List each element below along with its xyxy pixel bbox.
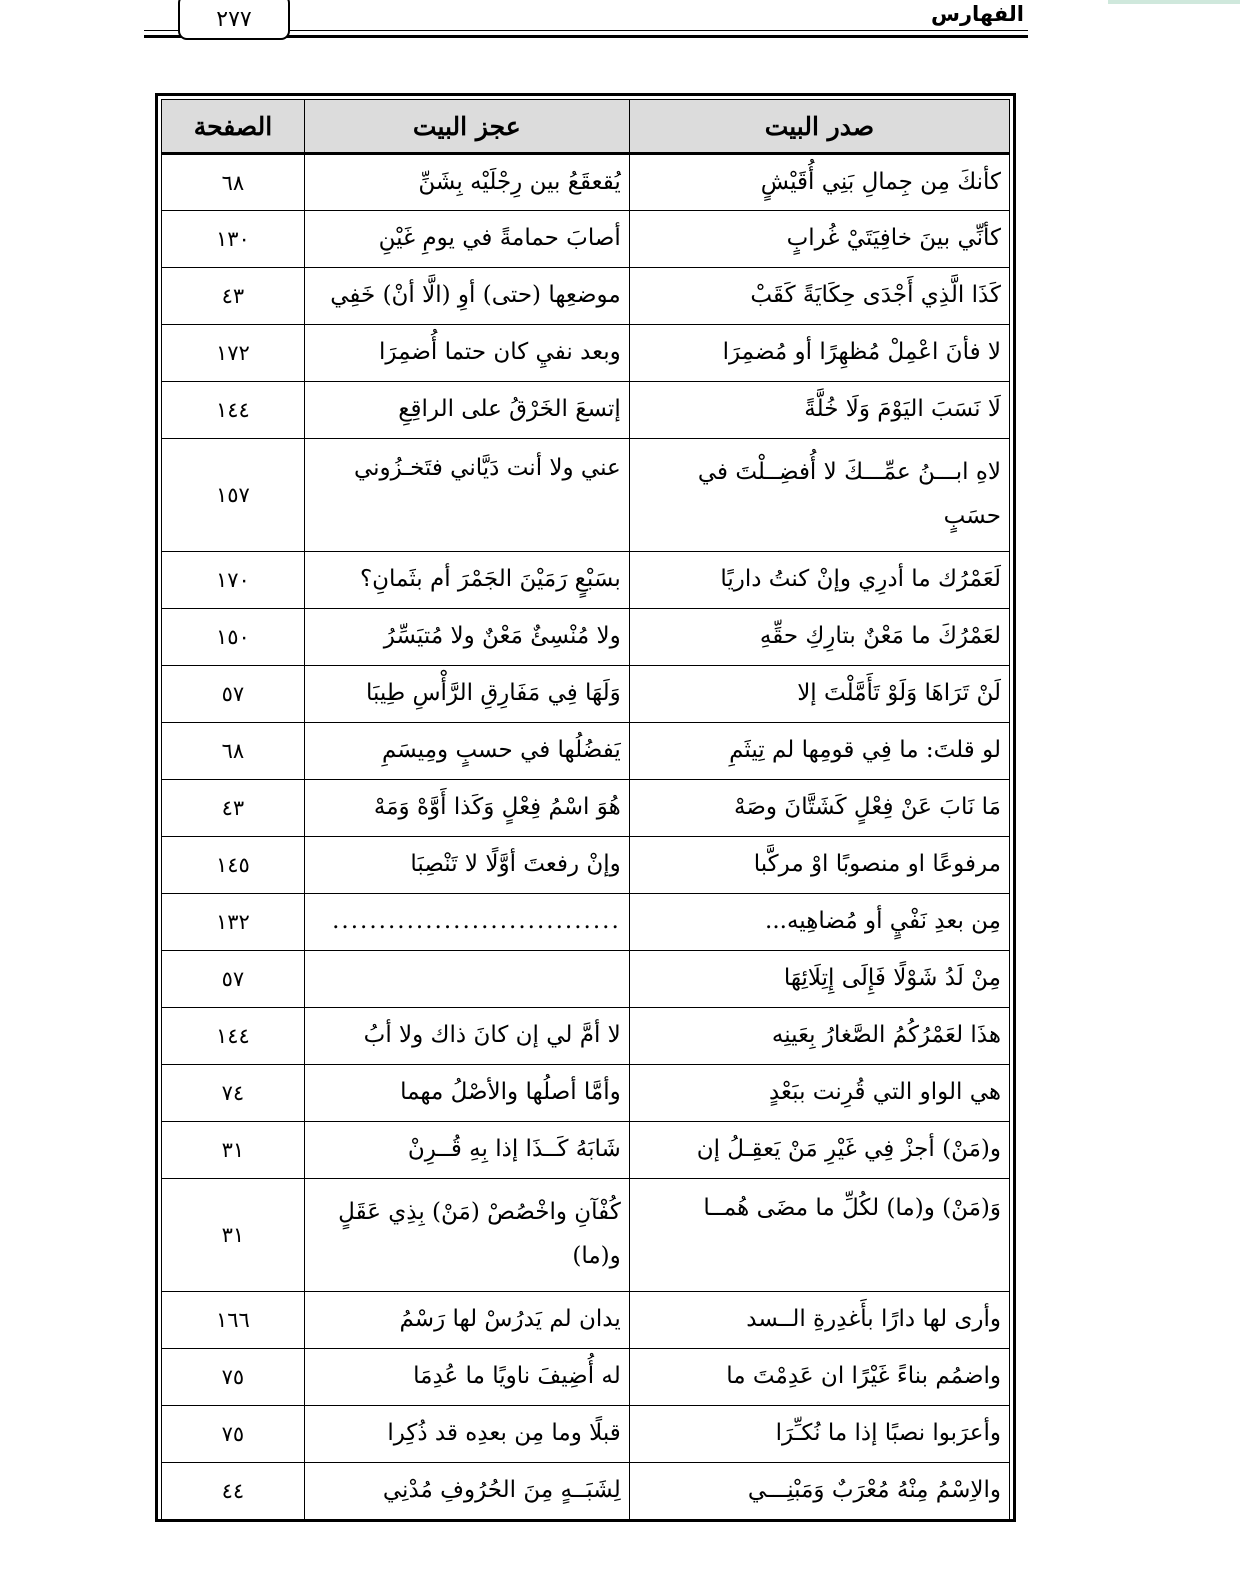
table-row <box>162 439 1010 552</box>
first-half-cell: وَ(مَنْ) و(ما) لكُلِّ ما مضَى هُمــا <box>629 1179 1009 1292</box>
column-header-first-half: صدر البيت <box>629 100 1009 154</box>
second-half-cell: أصابَ حمامةً في يومِ غَيْنِ <box>304 211 629 268</box>
page-cell: ١٣٢ <box>162 894 305 951</box>
table-row <box>162 1122 1010 1179</box>
first-half-cell: كأنِّي بينَ خافِيَتَيْ غُرابٍ <box>629 211 1009 268</box>
first-half-cell: مِنْ لَدُ شَوْلًا فَإِلَى إِتِلَائِهَا <box>629 951 1009 1008</box>
page-cell: ١٧٢ <box>162 325 305 382</box>
second-half-cell: له أُضِيفَ ناويًا ما عُدِمَا <box>304 1349 629 1406</box>
table-row <box>162 1292 1010 1349</box>
page-header <box>0 0 1240 48</box>
first-half-cell: لَا نَسَبَ اليَوْمَ وَلَا خُلَّةً <box>629 382 1009 439</box>
table-row <box>162 382 1010 439</box>
table-row <box>162 1179 1010 1292</box>
table-row <box>162 894 1010 951</box>
page-cell: ٧٤ <box>162 1065 305 1122</box>
second-half-cell: لا أمَّ لي إن كانَ ذاك ولا أبُ <box>304 1008 629 1065</box>
table-row <box>162 325 1010 382</box>
page-cell: ٤٣ <box>162 780 305 837</box>
table-row <box>162 154 1010 211</box>
page-cell: ٤٤ <box>162 1463 305 1520</box>
first-half-cell: و(مَنْ) أجزْ فِي غَيْرِ مَنْ يَعقِـلُ إن <box>629 1122 1009 1179</box>
first-half-cell: لو قلتَ: ما فِي قومِها لم تِيثَمِ <box>629 723 1009 780</box>
first-half-cell: واضمُم بناءً غَيْرًا ان عَدِمْتَ ما <box>629 1349 1009 1406</box>
table-row <box>162 268 1010 325</box>
page-cell: ٥٧ <box>162 951 305 1008</box>
second-half-cell: بسَبْعٍ رَمَيْنَ الجَمْرَ أم بثَمانِ؟ <box>304 552 629 609</box>
table-row <box>162 552 1010 609</box>
first-half-cell: كَذَا الَّذِي أَجْدَى حِكَايَةً كَقَبْ <box>629 268 1009 325</box>
second-half-cell: ولا مُنْسِئٌ مَعْنٌ ولا مُتيَسِّرُ <box>304 609 629 666</box>
table-row <box>162 1008 1010 1065</box>
page-cell: ٧٥ <box>162 1406 305 1463</box>
first-half-cell: لعَمْرُكَ ما مَعْنٌ بتارِكِ حقِّهِ <box>629 609 1009 666</box>
second-half-cell: لِشَبَــهٍ مِنَ الحُرُوفِ مُدْنِي <box>304 1463 629 1520</box>
table-row <box>162 1463 1010 1520</box>
table-row <box>162 1065 1010 1122</box>
second-half-cell: شَابَهُ كَــذَا إذا بِهِ قُــرِنْ <box>304 1122 629 1179</box>
page-cell: ١٣٠ <box>162 211 305 268</box>
first-half-cell: مَا نَابَ عَنْ فِعْلٍ كَشَتَّانَ وصَهْ <box>629 780 1009 837</box>
first-half-cell: كأنكَ مِن جِمالِ بَنِي أُقَيْشٍ <box>629 154 1009 211</box>
second-half-cell: وأمَّا أصلُها والأصْلُ مهما <box>304 1065 629 1122</box>
page-cell: ١٥٧ <box>162 439 305 552</box>
page-cell: ١٥٠ <box>162 609 305 666</box>
table-row <box>162 837 1010 894</box>
page-cell: ٣١ <box>162 1122 305 1179</box>
page-cell: ١٤٤ <box>162 382 305 439</box>
table-header-row <box>162 100 1010 154</box>
first-half-cell: وأرى لها دارًا بأَغدِرةِ الــسد <box>629 1292 1009 1349</box>
second-half-cell: إتسعَ الخَرْقُ على الراقِعِ <box>304 382 629 439</box>
second-half-cell: قبلًا وما مِن بعدِه قد ذُكِرا <box>304 1406 629 1463</box>
table-row <box>162 723 1010 780</box>
column-header-page: الصفحة <box>162 100 305 154</box>
second-half-cell: موضعِها (حتى) أوِ (الَّا أنْ) خَفِي <box>304 268 629 325</box>
first-half-cell: والاِسْمُ مِنْهُ مُعْرَبٌ وَمَبْنِـــي <box>629 1463 1009 1520</box>
page-cell: ٥٧ <box>162 666 305 723</box>
second-half-cell: وإنْ رفعتَ أوَّلًا لا تَنْصِبَا <box>304 837 629 894</box>
second-half-cell: وبعد نفيِ كان حتما أُضمِرَا <box>304 325 629 382</box>
second-half-cell: يُقعقَعُ بين رِجْلَيْه بِشَنِّ <box>304 154 629 211</box>
second-half-cell: ............................... <box>304 894 629 951</box>
table-row <box>162 609 1010 666</box>
page-cell: ٤٣ <box>162 268 305 325</box>
second-half-cell: وَلَهَا فِي مَفَارِقِ الرَّأْسِ طِيبَا <box>304 666 629 723</box>
second-half-cell: يدان لم يَدرُسْ لها رَسْمُ <box>304 1292 629 1349</box>
first-half-cell: لَعَمْرُك ما أدرِي وإنْ كنتُ داريًا <box>629 552 1009 609</box>
first-half-cell: هي الواو التي قُرِنت ببَعْدٍ <box>629 1065 1009 1122</box>
table-row <box>162 951 1010 1008</box>
page-cell: ١٤٤ <box>162 1008 305 1065</box>
first-half-cell: وأعرَبوا نصبًا إذا ما نُكـِّرَا <box>629 1406 1009 1463</box>
second-half-cell: كُفْآنِ واخْصُصْ (مَنْ) بِذِي عَقَلٍ و(ما) <box>304 1179 629 1292</box>
verse-index-table-frame <box>155 93 1016 1522</box>
page-cell: ٧٥ <box>162 1349 305 1406</box>
second-half-cell <box>304 951 629 1008</box>
first-half-cell: مِن بعدِ نَفْيٍ أو مُضاهِيه... <box>629 894 1009 951</box>
table-row <box>162 780 1010 837</box>
verse-index-table <box>161 99 1010 1520</box>
table-row <box>162 1349 1010 1406</box>
page-cell: ١٦٦ <box>162 1292 305 1349</box>
page-cell: ١٤٥ <box>162 837 305 894</box>
table-row <box>162 1406 1010 1463</box>
second-half-cell: عني ولا أنت دَيَّاني فتَخـزُوني <box>304 439 629 552</box>
second-half-cell: يَفضُلُها في حسبٍ ومِيسَمِ <box>304 723 629 780</box>
section-title: الفهارس <box>930 2 1024 26</box>
first-half-cell: مرفوعًا او منصوبًا اوْ مركَّبا <box>629 837 1009 894</box>
page-cell: ٦٨ <box>162 723 305 780</box>
first-half-cell: لا فأنَ اعْمِلْ مُظهِرًا أو مُضمِرَا <box>629 325 1009 382</box>
table-row <box>162 211 1010 268</box>
page-number: ٢٧٧ <box>178 0 290 40</box>
page-cell: ٦٨ <box>162 154 305 211</box>
page-cell: ١٧٠ <box>162 552 305 609</box>
table-row <box>162 666 1010 723</box>
first-half-cell: هذَا لعَمْرُكُمُ الصَّغارُ بِعَينِه <box>629 1008 1009 1065</box>
second-half-cell: هُوَ اسْمُ فِعْلٍ وَكَذا أَوَّهْ وَمَهْ <box>304 780 629 837</box>
first-half-cell: لاهِ ابـــنُ عمِّـــكَ لا أُفضِــلْتَ في حسَبٍ <box>629 439 1009 552</box>
first-half-cell: لَنْ تَرَاهَا وَلَوْ تَأَمَّلْتَ إلا <box>629 666 1009 723</box>
column-header-second-half: عجز البيت <box>304 100 629 154</box>
page-cell: ٣١ <box>162 1179 305 1292</box>
